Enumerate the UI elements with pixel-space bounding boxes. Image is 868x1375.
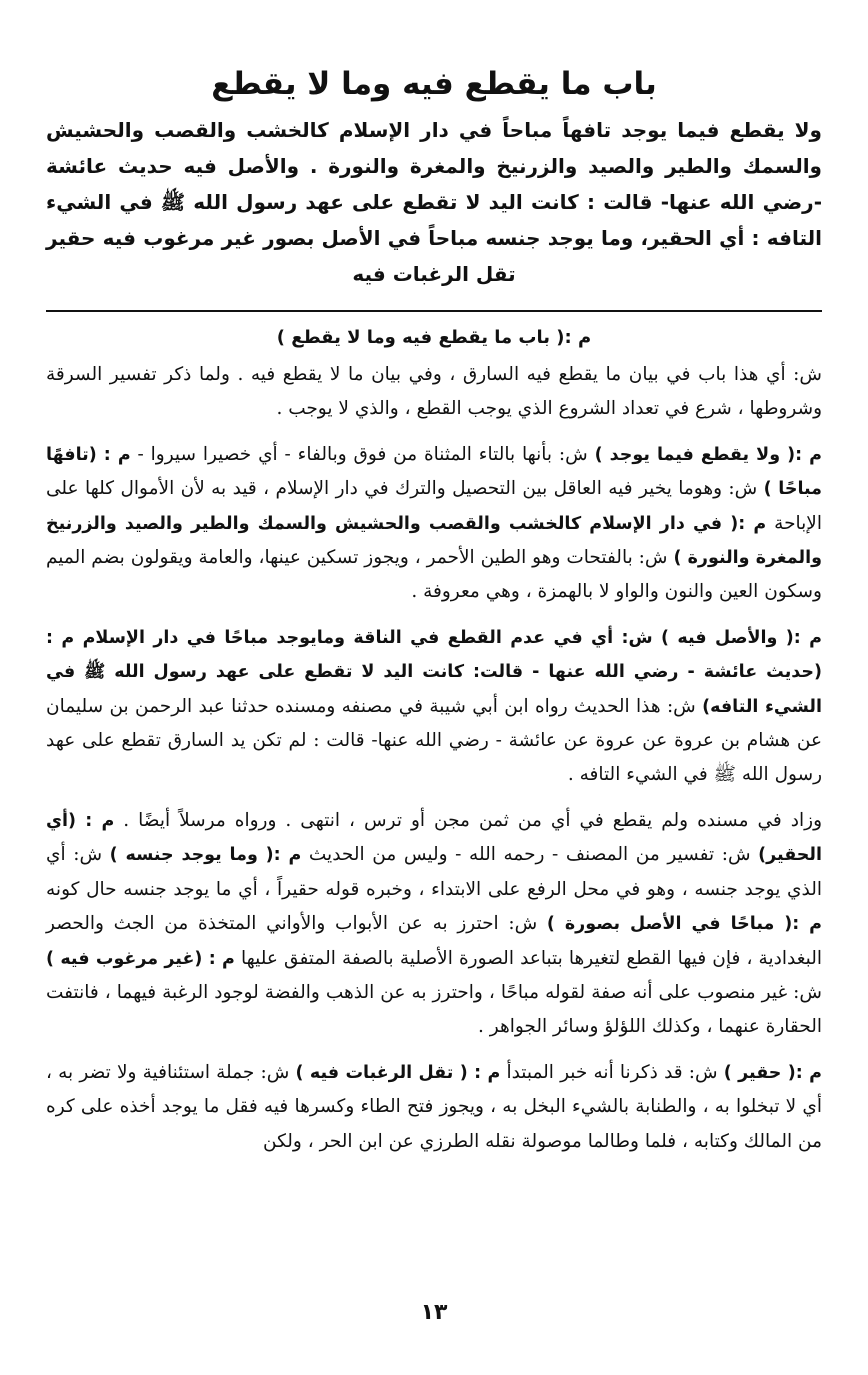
commentary-text: ش: قد ذكرنا أنه خبر المبتدأ: [500, 1061, 724, 1083]
matn-quote: م : (أي الحقير): [46, 810, 822, 866]
commentary-paragraph: [46, 804, 822, 1045]
commentary-paragraph: [46, 621, 822, 793]
sharh-heading: م :( باب ما يقطع فيه وما لا يقطع ): [276, 327, 592, 348]
commentary-text: ش: هذا الحديث رواه ابن أبي شيبة في مصنفه ومسنده حدثنا عبد الرحمن بن سليمان عن هشام بن عروة عن عروة عن عائشة - رضي الله عنها- قالت : لم تكن يد السارق تقطع على عهد رسول الله ﷺ في الشيء التافه .: [46, 695, 822, 786]
commentary-text: ش: أي الذي يوجد جنسه ، وهو في محل الرفع على الابتداء ، وخبره قوله حقيراً ، أي ما يوجد جنسه حال كونه: [46, 844, 822, 900]
matn-quote: م :( وما يوجد جنسه ): [109, 845, 302, 866]
matn-quote: م : (غير مرغوب فيه ): [46, 948, 235, 969]
matn-quote: م :( في دار الإسلام كالخشب والقصب والحشيش والسمك والطير والصيد والزرنيخ والمغرة والنورة ): [46, 513, 822, 569]
commentary-text: وزاد في مسنده ولم يقطع في أي من ثمن مجن أو ترس ، انتهى . ورواه مرسلاً أيضًا .: [114, 809, 822, 831]
commentary-text: ش: تفسير من المصنف - رحمه الله - وليس من الحديث: [301, 844, 759, 866]
commentary-text: ش: احترز به عن الأبواب والأواني المتخذة من الجث والحصر البغدادية ، فإن فيها القطع لتغيرها بتباعد الصورة الأصلية بالصفة المتفق عليها: [46, 913, 822, 969]
separator-rule: [46, 310, 822, 312]
matn-quote: م :( مباحًا في الأصل بصورة ): [546, 914, 822, 935]
matn-quote: م :( والأصل فيه ): [661, 627, 823, 648]
matn-text: ولا يقطع فيما يوجد تافهاً مباحاً في دار الإسلام كالخشب والقصب والحشيش والسمك والطير والصيد والزرنيخ والمغرة والنورة . والأصل فيه حديث عائشة -رضي الله عنها- قالت : كانت اليد لا تقطع على عهد رسول الله ﷺ في الشيء التافه : أي الحقير، وما يوجد جنسه مباحاً في الأصل بصور غير مرغوب فيه حقير تقل الرغبات فيه: [46, 118, 822, 286]
matn-quote: م :( حقير ): [723, 1062, 822, 1083]
sharh-body: [46, 358, 822, 1159]
matn-quote: م : (حديث عائشة - رضي الله عنها - قالت: كانت اليد لا تقطع على عهد رسول الله ﷺ في الشيء التافه): [46, 627, 822, 717]
commentary-paragraph: [46, 438, 822, 610]
commentary-paragraph: [46, 1056, 822, 1159]
commentary-text: ش: أي هذا باب في بيان ما يقطع فيه السارق ، وفي بيان ما لا يقطع فيه . ولما ذكر تفسير السرقة وشروطها ، شرع في تعداد الشروع الذي يوجب القطع ، والذي لا يوجب .: [46, 364, 822, 420]
matn-quote: ش: أي في عدم القطع في الناقة ومايوجد مباحًا في دار الإسلام: [74, 627, 661, 648]
commentary-text: ش: وهوما يخير فيه العاقل بين التحصيل والترك في دار الإسلام ، قيد به لأن الأموال كلها على الإباحة: [46, 478, 822, 534]
commentary-text: ش: غير منصوب على أنه صفة لقوله مباحًا ، واحترز به عن الذهب والفضة لوجود الرغبة فيهما ، فانتفت الحقارة عنهما ، وكذلك اللؤلؤ وسائر الجواهر .: [46, 981, 822, 1038]
commentary-text: ش: بأنها بالتاء المثناة من فوق وبالفاء - أي خصيرا سيروا -: [130, 443, 595, 465]
matn-quote: م : ( تقل الرغبات فيه ): [295, 1062, 501, 1083]
commentary-paragraph: [46, 358, 822, 427]
commentary-text: ش: جملة استئنافية ولا تضر به ، أي لا تبخلوا به ، والطنابة بالشيء البخل به ، ويجوز فتح الطاء وكسرها فيه فقل ما يوجد أخذه على كره من المالك وكتابه ، فلما وطالما موصولة نقله الطرزي عن ابن الحر ، ولكن: [46, 1061, 822, 1152]
matn-quote: م : (تافهًا مباحًا ): [46, 444, 822, 500]
chapter-title: باب ما يقطع فيه وما لا يقطع: [211, 66, 657, 102]
matn-quote: م :( ولا يقطع فيما يوجد ): [594, 444, 823, 465]
commentary-text: ش: بالفتحات وهو الطين الأحمر ، ويجوز تسكين عينها، والعامة ويقولون بضم الميم وسكون العين والنون والواو لا بالهمزة ، وهي معروفة .: [46, 547, 822, 603]
page-number: ١٣: [420, 1300, 448, 1325]
